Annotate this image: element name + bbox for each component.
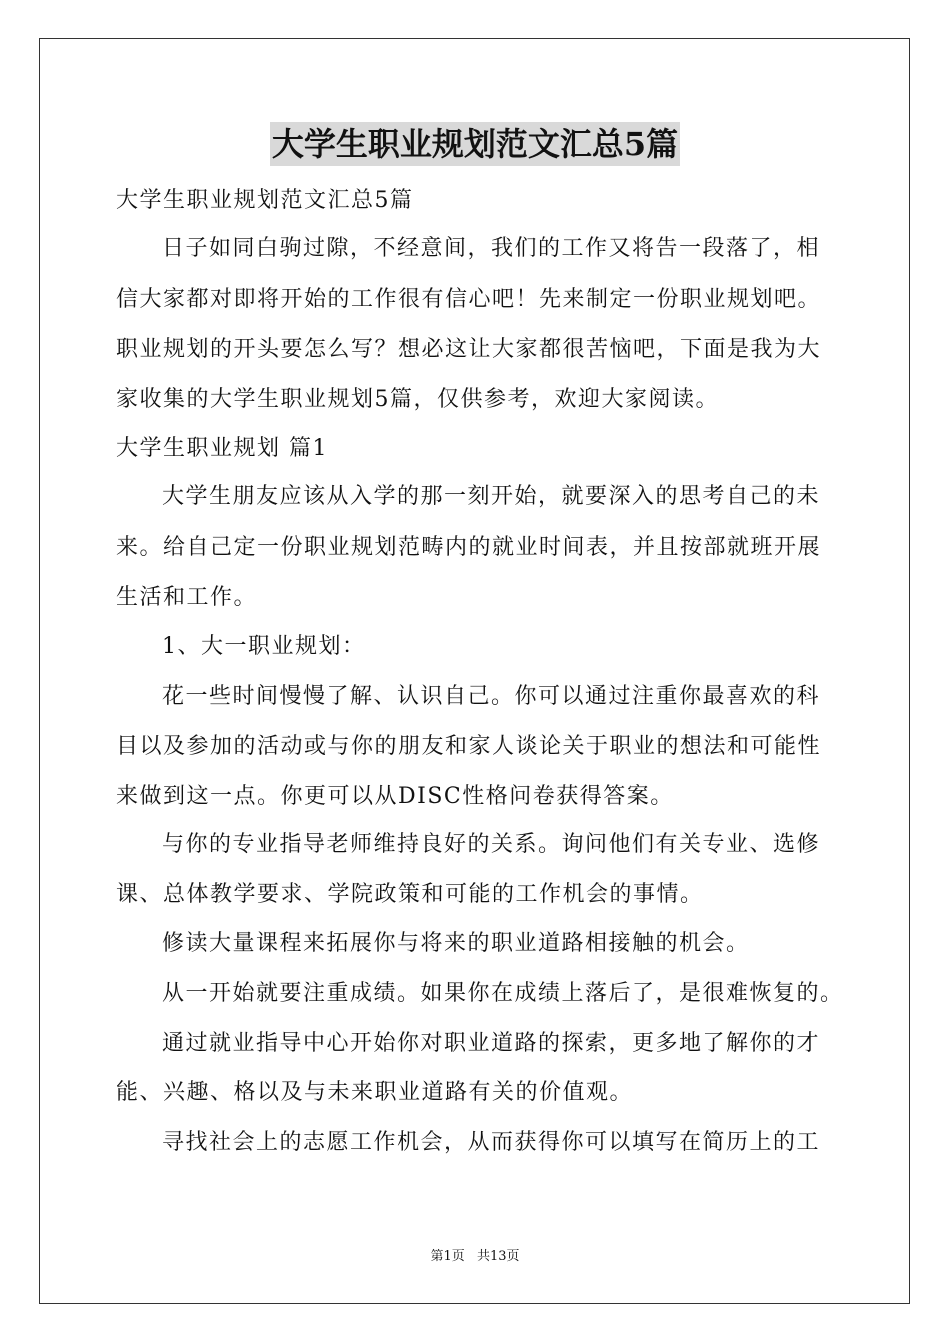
paragraph-line: 大学生朋友应该从入学的那一刻开始，就要深入的思考自己的未: [162, 484, 821, 509]
page-footer: [0, 1248, 950, 1266]
paragraph-line: 花一些时间慢慢了解、认识自己。你可以通过注重你最喜欢的科: [162, 684, 821, 709]
paragraph-line: 日子如同白驹过隙，不经意间，我们的工作又将告一段落了，相: [162, 236, 821, 261]
section-heading: 大学生职业规划 篇1: [116, 436, 328, 461]
paragraph-line: 来做到这一点。你更可以从DISC性格问卷获得答案。: [116, 784, 674, 809]
paragraph-line: 通过就业指导中心开始你对职业道路的探索，更多地了解你的才: [162, 1031, 821, 1056]
subtitle-line: 大学生职业规划范文汇总5篇: [116, 188, 414, 213]
paragraph-line: 从一开始就要注重成绩。如果你在成绩上落后了，是很难恢复的。: [162, 981, 844, 1006]
title-container: [0, 122, 950, 166]
paragraph-line: 修读大量课程来拓展你与将来的职业道路相接触的机会。: [162, 931, 750, 956]
paragraph-line: 能、兴趣、格以及与未来职业道路有关的价值观。: [116, 1080, 634, 1105]
paragraph-line: 生活和工作。: [116, 585, 258, 610]
page-border: [39, 38, 910, 1304]
paragraph-line: 与你的专业指导老师维持良好的关系。询问他们有关专业、选修: [162, 832, 821, 857]
paragraph-line: 信大家都对即将开始的工作很有信心吧！先来制定一份职业规划吧。: [116, 287, 822, 312]
paragraph-line: 寻找社会上的志愿工作机会，从而获得你可以填写在简历上的工: [162, 1130, 821, 1155]
paragraph-line: 目以及参加的活动或与你的朋友和家人谈论关于职业的想法和可能性: [116, 734, 822, 759]
paragraph-line: 家收集的大学生职业规划5篇，仅供参考，欢迎大家阅读。: [116, 387, 719, 412]
paragraph-line: 课、总体教学要求、学院政策和可能的工作机会的事情。: [116, 882, 704, 907]
document-title: 大学生职业规划范文汇总5篇: [270, 122, 680, 166]
page-number: 第1页: [430, 1249, 465, 1264]
subsection-heading: 1、大一职业规划：: [162, 634, 366, 659]
paragraph-line: 职业规划的开头要怎么写？想必这让大家都很苦恼吧，下面是我为大: [116, 337, 822, 362]
page-total: 共13页: [476, 1249, 520, 1264]
paragraph-line: 来。给自己定一份职业规划范畴内的就业时间表，并且按部就班开展: [116, 535, 822, 560]
